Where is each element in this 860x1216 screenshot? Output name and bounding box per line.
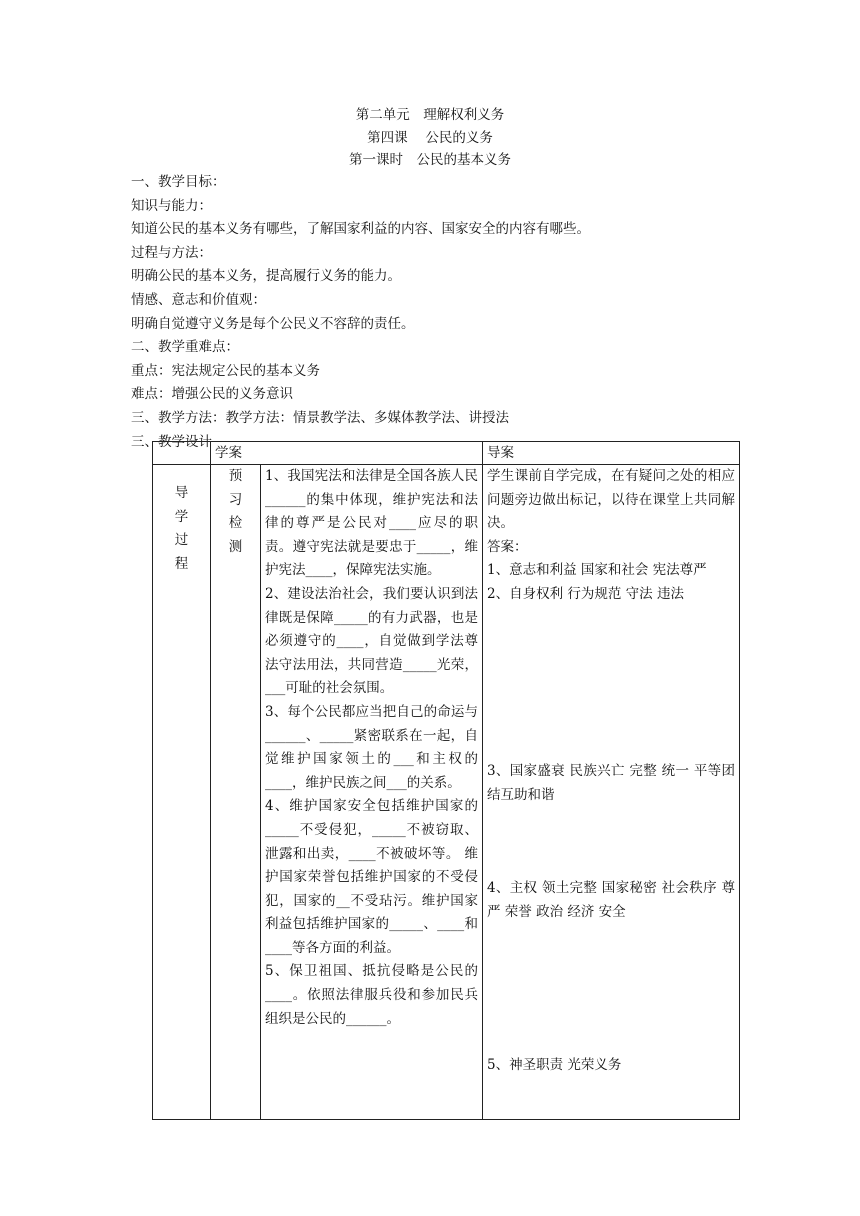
process-label: 过程与方法： [131,244,212,261]
side-label-char: 导 [174,485,189,501]
lesson-plan-body [131,171,771,454]
answer-item: 2、自身权利 行为规范 守法 违法 [487,585,684,602]
knowledge-label: 知识与能力： [131,197,212,214]
answer-item: 4、主权 领土完整 国家秘密 社会秩序 尊严 荣誉 政治 经济 安全 [487,880,735,920]
question-item: 2、建设法治社会，我们要认识到法律既是保障_____的有力武器，也是必须遵守的____，自觉做到学法尊法守法用法，共同营造_____光荣，___可耻的社会氛围。 [265,585,478,697]
question-item: 1、我国宪法和法律是全国各族人民______的集中体现，维护宪法和法律的尊严是公民对____应尽的职责。遵守宪法就是要忠于_____，维护宪法____，保障宪法实施。 [265,468,478,579]
header-study-cell: 学案 [211,442,483,465]
guide-cell [483,465,740,1120]
questions-cell [261,465,483,1120]
process-text: 明确公民的基本义务，提高履行义务的能力。 [131,268,401,285]
title-block [0,104,860,172]
stage-label-char: 测 [228,538,243,555]
period-title: 第一课时 公民的基本义务 [349,152,511,168]
goal-heading: 一、教学目标： [131,174,226,190]
answer-item: 5、神圣职责 光荣义务 [487,1057,622,1073]
stage-label-cell [211,465,261,1120]
header-empty-cell [153,442,211,465]
difficulty-heading: 二、教学重难点： [131,339,239,356]
answer-label: 答案： [487,538,528,555]
question-item: 3、每个公民都应当把自己的命运与______、_____紧密联系在一起，自觉维护国家领土的___和主权的____，维护民族之间___的关系。 [265,703,478,791]
method-line: 三、教学方法：教学方法：情景教学法、多媒体教学法、讲授法 [131,409,509,426]
question-item: 5、保卫祖国、抵抗侵略是公民的____。依照法律服兵役和参加民兵组织是公民的______。 [265,963,478,1027]
guide-intro: 学生课前自学完成，在有疑问之处的相应问题旁边做出标记，以待在课堂上共同解决。 [487,468,735,532]
difficult-point: 难点：增强公民的义务意识 [131,386,293,403]
stage-label-char: 习 [228,491,243,508]
header-guide-cell: 导案 [483,442,740,465]
design-heading: 三、教学设计 [131,433,212,450]
stage-label-char: 预 [228,468,243,484]
lesson-title: 第四课 公民的义务 [367,129,493,146]
emotion-label: 情感、意志和价值观： [131,291,266,308]
question-item: 4、维护国家安全包括维护国家的_____不受侵犯，_____不被窃取、泄露和出卖，____不被破坏等。 维护国家荣誉包括维护国家的不受侵犯，国家的__不受玷污。维护国家利益包括维护国家的_____、____和____等各方面的利益。 [265,798,478,956]
key-point: 重点：宪法规定公民的基本义务 [131,362,320,379]
answer-item: 1、意志和利益 国家和社会 宪法尊严 [487,562,707,579]
unit-title: 第二单元 理解权利义务 [355,107,505,123]
emotion-text: 明确自觉遵守义务是每个公民义不容辞的责任。 [131,315,415,332]
table-header-row [153,442,740,465]
knowledge-text: 知道公民的基本义务有哪些，了解国家利益的内容、国家安全的内容有哪些。 [131,221,590,238]
table-body-row [153,465,740,1120]
answer-item: 3、国家盛衰 民族兴亡 完整 统一 平等团结互助和谐 [487,763,735,803]
side-label-cell [153,465,211,1120]
side-label-char: 程 [174,555,189,572]
stage-label-char: 检 [228,515,243,532]
side-label-char: 过 [174,532,189,549]
side-label-char: 学 [174,508,189,525]
teaching-design-table [152,441,740,1120]
